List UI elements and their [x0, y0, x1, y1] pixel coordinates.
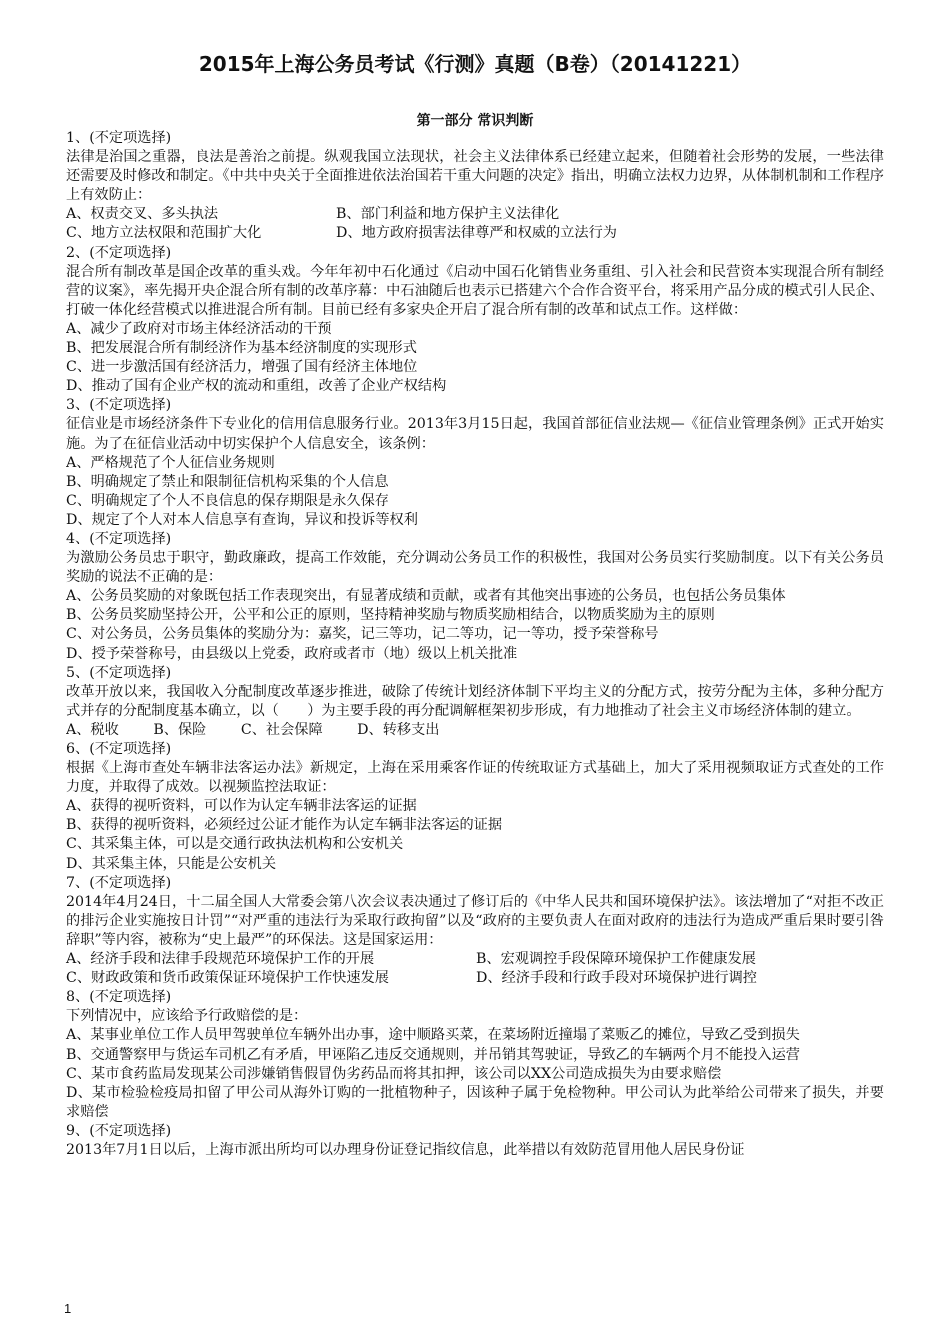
question-1-head: 1、(不定项选择)	[66, 130, 172, 146]
question-8-head: 8、(不定项选择)	[66, 989, 172, 1006]
option: A、税收	[66, 721, 119, 738]
page-number: 1	[64, 1301, 72, 1316]
question-4-stem: 为激励公务员忠于职守，勤政廉政，提高工作效能，充分调动公务员工作的积极性，我国对公务员实行奖励制度。以下有关公务员奖励的说法不正确的是：	[66, 550, 884, 586]
option: A、公务员奖励的对象既包括工作表现突出，有显著成绩和贡献，或者有其他突出事迹的公务员，也包括公务员集体	[66, 588, 786, 605]
option: D、其采集主体，只能是公安机关	[66, 855, 277, 872]
option: D、某市检验检疫局扣留了甲公司从海外订购的一批植物种子，因该种子属于免检物种。甲公司认为此举给公司带来了损失，并要求赔偿	[66, 1084, 884, 1120]
question-list	[66, 129, 884, 1160]
question-5-stem: 改革开放以来，我国收入分配制度改革逐步推进，破除了传统计划经济体制下平均主义的分配方式，按劳分配为主体，多种分配方式并存的分配制度基本确立，以（ ）为主要手段的再分配调解框架初步形成，有力地推动了社会主义市场经济体制的建立。	[66, 683, 884, 719]
question-5-head: 5、(不定项选择)	[66, 664, 172, 681]
option: A、减少了政府对市场主体经济活动的干预	[66, 320, 332, 337]
option: A、严格规范了个人征信业务规则	[66, 454, 275, 471]
option: B、公务员奖励坚持公开，公平和公正的原则，坚持精神奖励与物质奖励相结合，以物质奖励为主的原则	[66, 607, 715, 624]
question-5-options	[66, 721, 884, 740]
option: B、保险	[153, 721, 207, 738]
option: A、获得的视听资料，可以作为认定车辆非法客运的证据	[66, 798, 417, 815]
question-7-head: 7、(不定项选择)	[66, 874, 172, 891]
question-6-head: 6、(不定项选择)	[66, 741, 172, 757]
option: D、地方政府损害法律尊严和权威的立法行为	[336, 225, 617, 242]
option: B、获得的视听资料，必须经过公证才能作为认定车辆非法客运的证据	[66, 817, 503, 834]
question-7-options-row-1	[66, 950, 884, 969]
section-heading: 第一部分 常识判断	[416, 113, 534, 129]
option: B、宏观调控手段保障环境保护工作健康发展	[476, 951, 756, 968]
option: D、授予荣誉称号，由县级以上党委，政府或者市（地）级以上机关批准	[66, 645, 518, 662]
option: A、某事业单位工作人员甲驾驶单位车辆外出办事，途中顺路买菜，在菜场附近撞塌了菜贩乙的摊位，导致乙受到损失	[66, 1027, 800, 1044]
option: D、转移支出	[357, 721, 440, 738]
option: A、权责交叉、多头执法	[66, 206, 219, 223]
question-7-options-row-2	[66, 969, 884, 988]
question-8-stem: 下列情况中，应该给予行政赔偿的是：	[66, 1008, 308, 1025]
option: C、某市食药监局发现某公司涉嫌销售假冒伪劣药品而将其扣押，该公司以XX公司造成损失为由要求赔偿	[66, 1065, 722, 1082]
option: C、明确规定了个人不良信息的保存期限是永久保存	[66, 492, 389, 509]
option: B、把发展混合所有制经济作为基本经济制度的实现形式	[66, 340, 417, 357]
question-9-head: 9、(不定项选择)	[66, 1122, 172, 1139]
question-6-stem: 根据《上海市查处车辆非法客运办法》新规定，上海在采用乘客作证的传统取证方式基础上，加大了采用视频取证方式查处的工作力度，并取得了成效。以视频监控法取证：	[66, 760, 884, 796]
option: C、财政政策和货币政策保证环境保护工作快速发展	[66, 970, 389, 987]
option: D、经济手段和行政手段对环境保护进行调控	[476, 970, 757, 987]
question-3-stem: 征信业是市场经济条件下专业化的信用信息服务行业。2013年3月15日起，我国首部征信业法规—《征信业管理条例》正式开始实施。为了在征信业活动中切实保护个人信息安全，该条例：	[66, 416, 884, 452]
question-1-options-row-2	[66, 224, 884, 243]
question-2-head: 2、(不定项选择)	[66, 244, 172, 261]
question-3-head: 3、(不定项选择)	[66, 397, 172, 414]
option: C、对公务员，公务员集体的奖励分为：嘉奖，记三等功，记二等功，记一等功，授予荣誉称号	[66, 626, 659, 643]
document-title: 2015年上海公务员考试《行测》真题（B卷）（20141221）	[198, 52, 752, 76]
option: A、经济手段和法律手段规范环境保护工作的开展	[66, 951, 375, 968]
option: B、部门利益和地方保护主义法律化	[336, 206, 560, 223]
option: C、地方立法权限和范围扩大化	[66, 225, 262, 242]
question-9-stem: 2013年7月1日以后，上海市派出所均可以办理身份证登记指纹信息，此举措以有效防范冒用他人居民身份证	[66, 1141, 745, 1158]
option: C、其采集主体，可以是交通行政执法机构和公安机关	[66, 836, 404, 853]
option: C、进一步激活国有经济活力，增强了国有经济主体地位	[66, 359, 418, 376]
question-7-stem: 2014年4月24日，十二届全国人大常委会第八次会议表决通过了修订后的《中华人民共和国环境保护法》。该法增加了“对拒不改正的排污企业实施按日计罚”“对严重的违法行为采取行政拘留”以及“政府的主要负责人在面对政府的违法行为造成严重后果时要引咎辞职”等内容，被称为“史上最严”的环保法。这是国家运用：	[66, 893, 884, 948]
question-4-head: 4、(不定项选择)	[66, 530, 172, 547]
option: B、交通警察甲与货运车司机乙有矛盾，甲诬陷乙违反交通规则，并吊销其驾驶证，导致乙的车辆两个月不能投入运营	[66, 1046, 800, 1063]
question-1-options-row-1	[66, 205, 884, 224]
option: D、推动了国有企业产权的流动和重组，改善了企业产权结构	[66, 378, 447, 395]
option: B、明确规定了禁止和限制征信机构采集的个人信息	[66, 473, 389, 490]
question-2-stem: 混合所有制改革是国企改革的重头戏。今年年初中石化通过《启动中国石化销售业务重组、引入社会和民营资本实现混合所有制经营的议案》，率先揭开央企混合所有制的改革序幕：中石油随后也表示已搭建六个合作合资平台，将采用产品分成的模式引人民企、打破一体化经营模式以推进混合所有制。目前已经有多家央企开启了混合所有制的改革和试点工作。这样做：	[66, 263, 884, 318]
option: D、规定了个人对本人信息享有查询，异议和投诉等权利	[66, 511, 418, 528]
option: C、社会保障	[240, 721, 323, 738]
question-1-stem: 法律是治国之重器，良法是善治之前提。纵观我国立法现状，社会主义法律体系已经建立起来，但随着社会形势的发展，一些法律还需要及时修改和制定。《中共中央关于全面推进依法治国若干重大问题的决定》指出，明确立法权力边界，从体制机制和工作程序上有效防止：	[66, 149, 884, 204]
